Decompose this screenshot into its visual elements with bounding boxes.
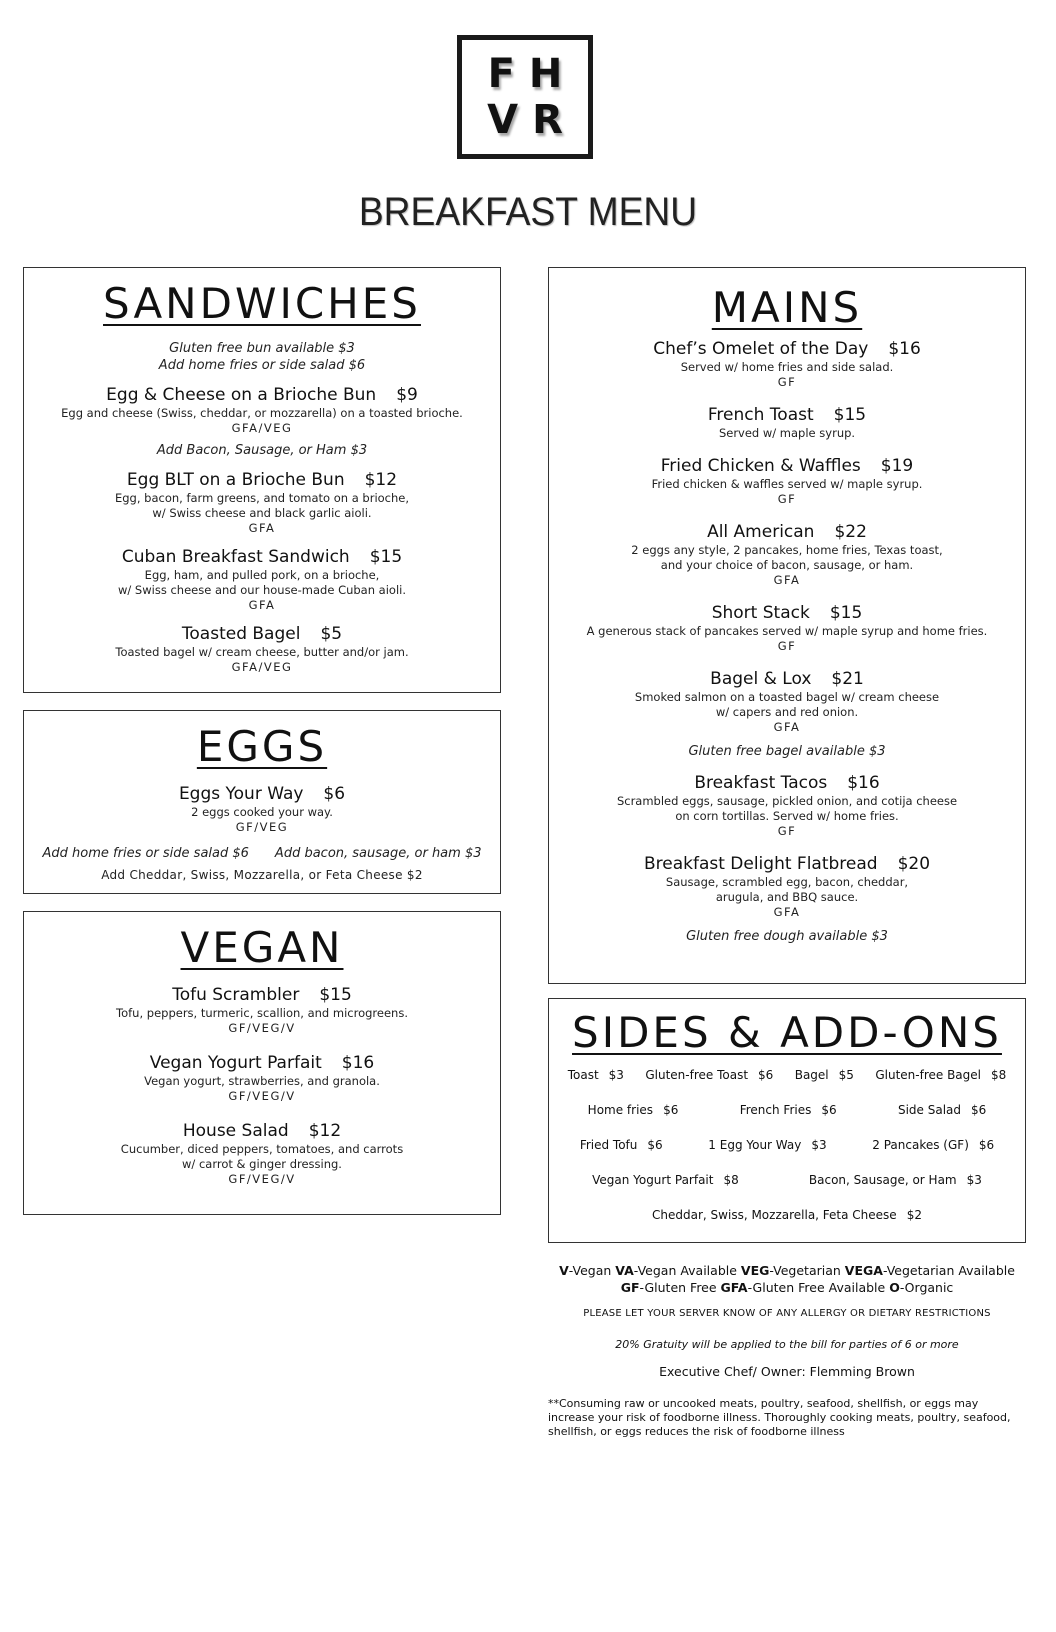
side-price: $8 bbox=[990, 1068, 1007, 1082]
legend-label: -Gluten Free bbox=[639, 1280, 721, 1295]
menu-item bbox=[557, 455, 1017, 507]
menu-item bbox=[32, 1052, 492, 1104]
side-price: $8 bbox=[723, 1173, 739, 1187]
item-tag: GFA bbox=[773, 905, 801, 919]
side-name: Fried Tofu bbox=[579, 1138, 638, 1152]
item-tag: GFA bbox=[773, 720, 801, 734]
dietary-legend bbox=[548, 1262, 1026, 1296]
menu-note: Add Bacon, Sausage, or Ham $3 bbox=[156, 443, 368, 458]
side-name: Toast bbox=[567, 1068, 599, 1082]
item-description: and your choice of bacon, sausage, or ham. bbox=[660, 558, 914, 572]
item-tag: GF/VEG bbox=[235, 820, 289, 834]
item-tag: GFA bbox=[773, 573, 801, 587]
logo bbox=[457, 35, 593, 159]
legend-code: GF bbox=[620, 1280, 640, 1295]
side-name: Vegan Yogurt Parfait bbox=[592, 1173, 714, 1187]
item-tag: GFA bbox=[248, 521, 276, 535]
side-item bbox=[809, 1172, 982, 1188]
item-tag: GF/VEG/V bbox=[228, 1021, 296, 1035]
sides-section bbox=[548, 998, 1026, 1243]
item-tag: GF/VEG/V bbox=[228, 1089, 296, 1103]
side-item bbox=[588, 1102, 679, 1118]
legend-code: O bbox=[889, 1280, 900, 1295]
item-tag: GFA/VEG bbox=[231, 421, 293, 435]
side-name: Gluten-free Bagel bbox=[875, 1068, 981, 1082]
item-description: Cucumber, diced peppers, tomatoes, and carrots bbox=[120, 1142, 404, 1156]
menu-item bbox=[557, 521, 1017, 588]
legend-label: -Organic bbox=[899, 1280, 954, 1295]
item-description: w/ Swiss cheese and black garlic aioli. bbox=[152, 506, 372, 520]
menu-item bbox=[32, 1120, 492, 1187]
side-price: $6 bbox=[758, 1068, 774, 1082]
item-name: Cuban Breakfast Sandwich bbox=[121, 547, 350, 567]
item-price: $16 bbox=[847, 773, 880, 793]
menu-item bbox=[557, 338, 1017, 390]
side-item bbox=[898, 1102, 986, 1118]
add-on-row bbox=[32, 845, 492, 862]
item-description: Toasted bagel w/ cream cheese, butter and/or jam. bbox=[115, 645, 409, 659]
item-name: Tofu Scrambler bbox=[172, 985, 300, 1005]
side-name: 1 Egg Your Way bbox=[708, 1138, 802, 1152]
item-price: $22 bbox=[834, 522, 867, 542]
section-title: VEGAN bbox=[180, 923, 344, 972]
side-item bbox=[568, 1067, 624, 1083]
section-title: SANDWICHES bbox=[103, 279, 421, 328]
side-price: $3 bbox=[608, 1068, 624, 1082]
side-item bbox=[795, 1067, 854, 1083]
legend-code: VEG bbox=[740, 1263, 770, 1278]
item-price: $20 bbox=[897, 854, 931, 874]
item-description: Served w/ home fries and side salad. bbox=[680, 360, 894, 374]
item-name: Toasted Bagel bbox=[181, 624, 301, 644]
item-description: Scrambled eggs, sausage, pickled onion, and cotija cheese bbox=[616, 794, 958, 808]
foodborne-warning: **Consuming raw or uncooked meats, poultry, seafood, shellfish, or eggs may increase your risk of foodborne illness. Thoroughly cooking meats, poultry, seafood, shellfish, or eggs reduces the risk of foodborne illness bbox=[548, 1397, 1011, 1438]
item-price: $9 bbox=[396, 385, 418, 405]
menu-item bbox=[32, 984, 492, 1036]
sides-list bbox=[557, 1067, 1017, 1223]
item-description: w/ Swiss cheese and our house-made Cuban aioli. bbox=[118, 583, 406, 597]
add-on-note: Add home fries or side salad $6 bbox=[42, 846, 249, 861]
item-tag: GFA/VEG bbox=[231, 660, 293, 674]
sides-row bbox=[557, 1067, 1017, 1083]
menu-item bbox=[557, 772, 1017, 839]
menu-note: Add home fries or side salad $6 bbox=[158, 358, 366, 373]
item-name: Short Stack bbox=[711, 603, 810, 623]
side-price: $6 bbox=[971, 1103, 987, 1117]
item-description: Tofu, peppers, turmeric, scallion, and microgreens. bbox=[116, 1006, 408, 1020]
item-description: Sausage, scrambled egg, bacon, cheddar, bbox=[665, 875, 909, 889]
logo-line-2: VR bbox=[487, 97, 577, 143]
item-tag: GF bbox=[777, 492, 797, 506]
item-name: French Toast bbox=[707, 405, 814, 425]
item-description: 2 eggs any style, 2 pancakes, home fries, Texas toast, bbox=[631, 543, 943, 557]
sandwiches-section bbox=[23, 267, 501, 693]
item-price: $21 bbox=[831, 669, 864, 689]
item-tag: GFA bbox=[248, 598, 276, 612]
section-title: MAINS bbox=[711, 283, 863, 332]
cheese-add-on: Add Cheddar, Swiss, Mozzarella, or Feta Cheese $2 bbox=[101, 868, 423, 882]
menu-item bbox=[32, 546, 492, 613]
logo-line-1: FH bbox=[487, 51, 577, 97]
vegan-section bbox=[23, 911, 501, 1215]
item-description: 2 eggs cooked your way. bbox=[191, 805, 333, 819]
item-name: Eggs Your Way bbox=[178, 784, 304, 804]
item-tag: GF/VEG/V bbox=[228, 1172, 296, 1186]
side-price: $6 bbox=[647, 1138, 663, 1152]
menu-item bbox=[32, 469, 492, 536]
item-description: Egg and cheese (Swiss, cheddar, or mozzarella) on a toasted brioche. bbox=[61, 406, 463, 420]
side-item bbox=[872, 1137, 994, 1153]
side-item bbox=[592, 1172, 739, 1188]
side-item bbox=[652, 1207, 922, 1223]
item-name: Vegan Yogurt Parfait bbox=[149, 1053, 322, 1073]
item-description: on corn tortillas. Served w/ home fries. bbox=[675, 809, 899, 823]
page-title: BREAKFAST MENU bbox=[358, 190, 698, 234]
side-price: $6 bbox=[821, 1103, 837, 1117]
legend-code: VA bbox=[615, 1263, 634, 1278]
side-name: Bacon, Sausage, or Ham bbox=[808, 1173, 957, 1187]
side-item bbox=[740, 1102, 837, 1118]
mains-section bbox=[548, 267, 1026, 984]
side-price: $5 bbox=[838, 1068, 854, 1082]
legend-label: -Vegan bbox=[568, 1263, 616, 1278]
item-name: Fried Chicken & Waffles bbox=[660, 456, 861, 476]
legend-code: GFA bbox=[720, 1280, 748, 1295]
side-name: Gluten-free Toast bbox=[645, 1068, 749, 1082]
item-description: w/ capers and red onion. bbox=[715, 705, 859, 719]
item-name: All American bbox=[707, 522, 815, 542]
item-price: $15 bbox=[829, 603, 863, 623]
item-price: $16 bbox=[888, 339, 921, 359]
menu-item bbox=[32, 384, 492, 459]
sides-row bbox=[557, 1137, 1017, 1153]
item-description: w/ carrot & ginger dressing. bbox=[182, 1157, 342, 1171]
item-tag: GF bbox=[777, 824, 797, 838]
item-name: House Salad bbox=[182, 1121, 289, 1141]
item-description: arugula, and BBQ sauce. bbox=[715, 890, 859, 904]
menu-item bbox=[557, 668, 1017, 760]
item-description: Fried chicken & waffles served w/ maple syrup. bbox=[651, 477, 923, 491]
item-description: Egg, ham, and pulled pork, on a brioche, bbox=[144, 568, 380, 582]
side-item bbox=[645, 1067, 773, 1083]
item-tag: GF bbox=[777, 375, 797, 389]
legend-label: -Vegetarian bbox=[769, 1263, 845, 1278]
legend-code: V bbox=[559, 1263, 569, 1278]
menu-item bbox=[557, 853, 1017, 945]
item-name: Bagel & Lox bbox=[710, 669, 812, 689]
legend-label: -Vegetarian Available bbox=[882, 1263, 1015, 1278]
side-name: Bagel bbox=[794, 1068, 829, 1082]
side-item bbox=[875, 1067, 1006, 1083]
sides-row bbox=[557, 1207, 1017, 1223]
item-name: Breakfast Delight Flatbread bbox=[643, 854, 878, 874]
item-price: $15 bbox=[319, 985, 352, 1005]
eggs-section bbox=[23, 710, 501, 894]
chef-credit: Executive Chef/ Owner: Flemming Brown bbox=[659, 1364, 915, 1379]
item-description: A generous stack of pancakes served w/ maple syrup and home fries. bbox=[586, 624, 988, 638]
section-title: SIDES & ADD-ONS bbox=[572, 1008, 1002, 1057]
gratuity-notice: 20% Gratuity will be applied to the bill for parties of 6 or more bbox=[615, 1338, 959, 1351]
side-price: $2 bbox=[906, 1208, 922, 1222]
menu-item bbox=[557, 602, 1017, 654]
side-name: 2 Pancakes (GF) bbox=[872, 1138, 969, 1152]
side-price: $6 bbox=[978, 1138, 995, 1152]
side-name: Cheddar, Swiss, Mozzarella, Feta Cheese bbox=[652, 1208, 897, 1222]
side-price: $3 bbox=[966, 1173, 982, 1187]
item-price: $5 bbox=[320, 624, 343, 644]
item-price: $19 bbox=[880, 456, 914, 476]
item-description: Smoked salmon on a toasted bagel w/ cream cheese bbox=[634, 690, 940, 704]
item-price: $15 bbox=[833, 405, 867, 425]
menu-item bbox=[32, 783, 492, 835]
section-title: EGGS bbox=[196, 722, 328, 771]
item-description: Egg, bacon, farm greens, and tomato on a brioche, bbox=[114, 491, 410, 505]
side-name: Home fries bbox=[587, 1103, 654, 1117]
menu-note: Gluten free dough available $3 bbox=[686, 929, 888, 944]
item-name: Chef’s Omelet of the Day bbox=[653, 339, 869, 359]
item-description: Vegan yogurt, strawberries, and granola. bbox=[144, 1074, 380, 1088]
item-price: $6 bbox=[323, 784, 346, 804]
side-price: $6 bbox=[663, 1103, 679, 1117]
sides-row bbox=[557, 1102, 1017, 1118]
side-name: French Fries bbox=[739, 1103, 812, 1117]
menu-item bbox=[32, 623, 492, 675]
item-name: Egg & Cheese on a Brioche Bun bbox=[106, 385, 377, 405]
item-price: $16 bbox=[341, 1053, 375, 1073]
item-tag: GF bbox=[777, 639, 797, 653]
item-description: Served w/ maple syrup. bbox=[718, 426, 856, 440]
menu-item bbox=[557, 404, 1017, 441]
menu-note: Gluten free bagel available $3 bbox=[688, 744, 886, 759]
side-item bbox=[580, 1137, 663, 1153]
add-on-note: Add bacon, sausage, or ham $3 bbox=[274, 846, 482, 861]
allergy-notice: PLEASE LET YOUR SERVER KNOW OF ANY ALLERGY OR DIETARY RESTRICTIONS bbox=[583, 1308, 991, 1319]
side-item bbox=[708, 1137, 826, 1153]
item-price: $15 bbox=[369, 547, 403, 567]
side-name: Side Salad bbox=[897, 1103, 962, 1117]
item-name: Egg BLT on a Brioche Bun bbox=[126, 470, 345, 490]
item-name: Breakfast Tacos bbox=[694, 773, 828, 793]
item-price: $12 bbox=[364, 470, 398, 490]
side-price: $3 bbox=[811, 1138, 827, 1152]
legend-code: VEGA bbox=[844, 1263, 883, 1278]
legend-label: -Vegan Available bbox=[633, 1263, 741, 1278]
legend-label: -Gluten Free Available bbox=[747, 1280, 890, 1295]
item-price: $12 bbox=[308, 1121, 342, 1141]
sides-row bbox=[557, 1172, 1017, 1188]
menu-note: Gluten free bun available $3 bbox=[169, 341, 355, 356]
